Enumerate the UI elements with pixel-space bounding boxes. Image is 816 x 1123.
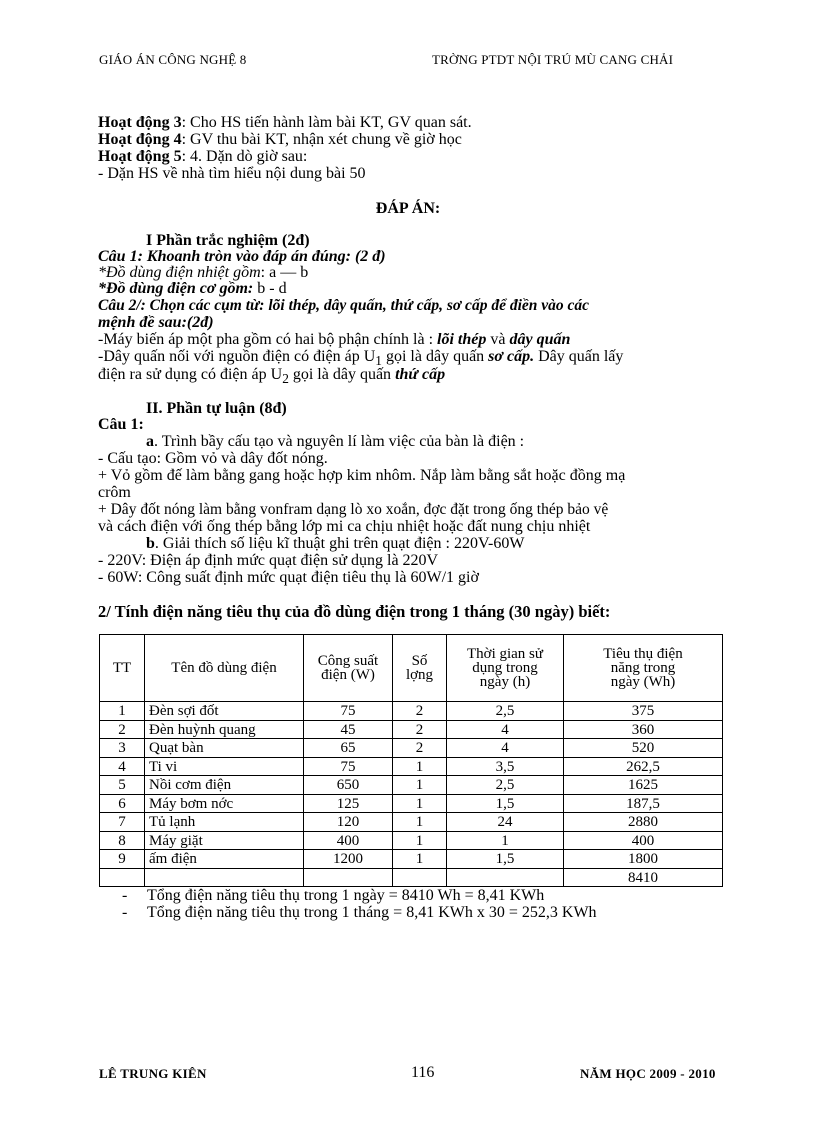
table-row [100,757,723,776]
cell-tt: 4 [100,757,145,776]
cell-tt: 1 [100,702,145,721]
cell-name: Ti vi [145,757,304,776]
cell-quantity: 1 [393,813,447,832]
cell-consumption: 375 [564,702,723,721]
homework-line: - Dặn HS về nhà tìm hiểu nội dung bài 50 [98,165,366,182]
table-row [100,794,723,813]
cell-hours: 2,5 [447,702,564,721]
part2-line-3: crôm [98,484,131,501]
table-row [100,720,723,739]
cell-name: Đèn huỳnh quang [145,720,304,739]
q1-a-label: *Đồ dùng điện nhiệt gồm [98,264,261,281]
header-left: GIÁO ÁN CÔNG NGHỆ 8 [99,52,247,67]
cell-quantity: 1 [393,831,447,850]
answer-title: ĐÁP ÁN: [375,200,441,217]
part1-title: I Phần trắc nghiệm (2đ) [146,232,310,249]
activity-label: Hoạt động 3 [98,114,182,131]
cell-hours: 2,5 [447,776,564,795]
activity-3 [98,114,472,131]
col-header-consumption: Tiêu thụ điện năng trong ngày (Wh) [564,635,723,702]
q1-a-value: : a — b [260,264,309,281]
cell-quantity: 2 [393,739,447,758]
ans1-mid: và [486,331,510,348]
total-day: Tổng điện năng tiêu thụ trong 1 ngày = 8410 Wh = 8,41 KWh [147,887,545,904]
part1-q1-a [98,264,308,281]
ans2-subscript: 1 [375,353,382,369]
cell-power [304,868,393,887]
cell-hours: 1,5 [447,850,564,869]
cell-power: 1200 [304,850,393,869]
header-right: TRỜNG PTDT NỘI TRÚ MÙ CANG CHẢI [432,52,674,67]
cell-name: Đèn sợi đốt [145,702,304,721]
ans3-term: thứ cấp [395,366,446,383]
ans1-term1: lõi thép [437,331,487,348]
ans3-subscript: 2 [282,371,289,387]
table-header-row [100,635,723,702]
cell-power: 400 [304,831,393,850]
col-header-name: Tên đồ dùng điện [145,635,304,702]
table-row [100,831,723,850]
q1-b-value: b - d [253,280,287,297]
page-number: 116 [411,1064,435,1081]
cell-tt: 3 [100,739,145,758]
cell-power: 125 [304,794,393,813]
cell-tt: 6 [100,794,145,813]
part2-line-2: + Vỏ gồm đế làm bằng gang hoặc hợp kim nhôm. Nắp làm bằng sắt hoặc đồng mạ [98,467,626,484]
cell-quantity: 1 [393,794,447,813]
cell-hours: 1 [447,831,564,850]
cell-hours: 24 [447,813,564,832]
part2-b [98,535,524,552]
ans3-text-a: điện ra sử dụng có điện áp U [98,366,283,383]
cell-quantity: 1 [393,850,447,869]
cell-consumption: 8410 [564,868,723,887]
part2-line-5: và cách điện với ống thép bằng lớp mi ca chịu nhiệt hoặc đất nung chịu nhiệt [98,518,591,535]
ans2-text-a: -Dây quấn nối với nguồn điện có điện áp U [98,348,376,365]
cell-tt: 5 [100,776,145,795]
cell-tt: 2 [100,720,145,739]
totals-bullet: - [122,904,128,921]
cell-hours: 3,5 [447,757,564,776]
cell-power: 650 [304,776,393,795]
cell-quantity [393,868,447,887]
cell-power: 75 [304,702,393,721]
table-row [100,702,723,721]
ans3-text-b: gọi là dây quấn [288,366,396,383]
cell-tt: 9 [100,850,145,869]
cell-consumption: 187,5 [564,794,723,813]
q2-title: 2/ Tính điện năng tiêu thụ của đồ dùng điện trong 1 tháng (30 ngày) biết: [98,602,611,621]
cell-name: Nồi cơm điện [145,776,304,795]
cell-consumption: 2880 [564,813,723,832]
cell-name: Quạt bàn [145,739,304,758]
part2-line-6: - 220V: Điện áp định mức quạt điện sử dụng là 220V [98,552,439,569]
consumption-table [99,634,723,887]
footer-school-year: NĂM HỌC 2009 - 2010 [580,1066,716,1081]
cell-consumption: 1625 [564,776,723,795]
cell-power: 65 [304,739,393,758]
part2-title: II. Phần tự luận (8đ) [146,400,287,417]
cell-hours: 1,5 [447,794,564,813]
cell-quantity: 2 [393,702,447,721]
part2-a-label: a [146,433,154,450]
part2-line-4: + Dây đốt nóng làm bằng vonfram dạng lò xo xoắn, đợc đặt trong ống thép bảo vệ [98,501,609,518]
cell-quantity: 1 [393,776,447,795]
part2-line-1: - Cấu tạo: Gồm vỏ và dây đốt nóng. [98,450,328,467]
cell-quantity: 1 [393,757,447,776]
activity-label: Hoạt động 4 [98,131,182,148]
cell-power: 45 [304,720,393,739]
table-row [100,813,723,832]
footer-author: LÊ TRUNG KIÊN [99,1066,207,1081]
activity-4 [98,131,462,148]
cell-tt: 8 [100,831,145,850]
cell-hours [447,868,564,887]
cell-power: 120 [304,813,393,832]
ans2-text-b: gọi là dây quấn [381,348,489,365]
table-row [100,850,723,869]
totals-bullet: - [122,887,128,904]
part2-b-text: . Giải thích số liệu kĩ thuật ghi trên quạt điện : 220V-60W [154,535,525,552]
cell-hours: 4 [447,739,564,758]
col-header-hours: Thời gian sử dụng trong ngày (h) [447,635,564,702]
cell-consumption: 360 [564,720,723,739]
activity-text: : GV thu bài KT, nhận xét chung về giờ học [181,131,462,148]
part2-a [98,433,524,450]
table-row [100,739,723,758]
table-row [100,776,723,795]
cell-consumption: 1800 [564,850,723,869]
cell-consumption: 262,5 [564,757,723,776]
cell-power: 75 [304,757,393,776]
cell-consumption: 520 [564,739,723,758]
part2-line-7: - 60W: Công suất định mức quạt điện tiêu thụ là 60W/1 giờ [98,569,479,586]
cell-name [145,868,304,887]
col-header-quantity: Số lợng [393,635,447,702]
activity-text: : Cho HS tiến hành làm bài KT, GV quan sát. [181,114,472,131]
cell-tt [100,868,145,887]
col-header-tt: TT [100,635,145,702]
cell-name: Tủ lạnh [145,813,304,832]
ans1-text: -Máy biến áp một pha gồm có hai bộ phận chính là : [98,331,438,348]
part1-answer-1 [98,331,570,348]
total-month: Tổng điện năng tiêu thụ trong 1 tháng = 8,41 KWh x 30 = 252,3 KWh [147,904,597,921]
activity-5 [98,148,307,165]
cell-hours: 4 [447,720,564,739]
part1-q2-line1: Câu 2/: Chọn các cụm từ: lõi thép, dây quấn, thứ cấp, sơ cấp để điền vào các [98,297,590,314]
part1-q1-b [98,280,287,297]
ans2-text-c: Dây quấn lấy [534,348,624,365]
cell-name: ấm điện [145,850,304,869]
part2-b-label: b [146,535,155,552]
cell-consumption: 400 [564,831,723,850]
activity-label: Hoạt động 5 [98,148,182,165]
table-row [100,868,723,887]
ans1-term2: dây quấn [509,331,571,348]
activity-text: : 4. Dặn dò giờ sau: [181,148,308,165]
part1-q2-line2: mệnh đề sau:(2đ) [98,314,214,331]
cell-tt: 7 [100,813,145,832]
col-header-power: Công suất điện (W) [304,635,393,702]
part2-a-text: . Trình bầy cấu tạo và nguyên lí làm việc của bàn là điện : [154,433,525,450]
part2-q1: Câu 1: [98,416,144,433]
ans2-term: sơ cấp. [488,348,535,365]
q1-b-label: *Đồ dùng điện cơ gồm: [98,280,254,297]
cell-name: Máy bơm nớc [145,794,304,813]
part1-answer-3 [98,366,445,387]
part1-q1: Câu 1: Khoanh tròn vào đáp án đúng: (2 đ) [98,248,386,265]
cell-quantity: 2 [393,720,447,739]
cell-name: Máy giặt [145,831,304,850]
